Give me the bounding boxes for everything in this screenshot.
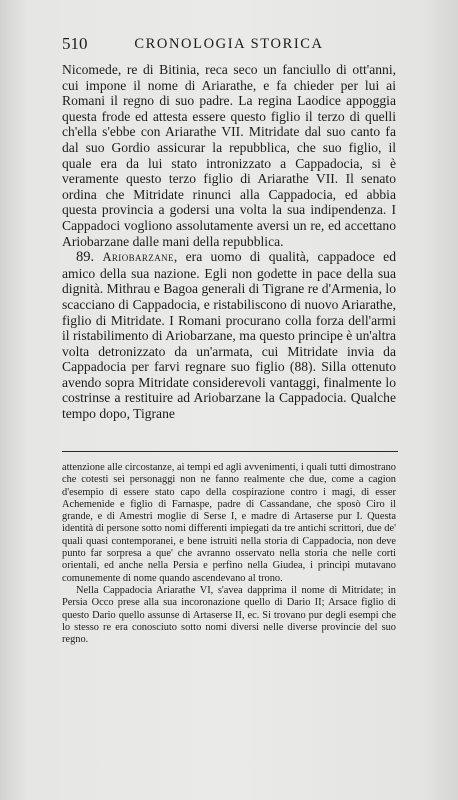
paragraph-number: 89. (76, 249, 95, 266)
person-name: Ariobarzane (102, 250, 174, 265)
page-header (62, 34, 396, 56)
running-title: CRONOLOGIA STORICA (134, 36, 324, 52)
page-number: 510 (62, 34, 88, 53)
footnotes (62, 462, 396, 646)
footnote-paragraph-1: attenzione alle circostanze, ai tempi ed agli avvenimenti, i quali tutti dimostrano che cotesti sei personaggi non ne fanno realmente che due, come a cagion d'esempio di essere stato capo della cospirazione contro i magi, di esser Achemenide e figlio di Farnaspe, padre di Cassandane, che sposò Ciro il grande, e di Amestri moglie di Serse I, e madre di Artaserse pur I. Questa identità di persone sotto nomi differenti impiegati da tre antichi scrittori, due de' quali quasi contemporanei, e bene istruiti nella storia di Cappadocia, non deve punto far sorpresa a que' che avranno osservato nella storia che nelle corti orientali, ed anche nella Persia e perfino nella Giudea, i principi mutavano comunemente di nome quando ascendevano al trono. (62, 462, 396, 584)
main-paragraph-2 (62, 249, 396, 422)
main-paragraph-2-text: , era uomo di qualità, cappadoce ed amico della sua nazione. Egli non godette in pace della sua dignità. Mithrau e Bagoa generali di Tigrane re d'Armenia, lo scacciano di Cappadocia, e ristabiliscono di nuovo Ariarathe, figlio di Mitridate. I Romani procurano colla forza dell'armi il ristabilimento di Ariobarzane, ma questo principe è un'altra volta detronizzato da un'armata, cui Mitridate invia da Cappadocia per farvi regnare suo figlio (88). Silla ottenuto avendo sopra Mitridate considerevoli vantaggi, finalmente lo costrinse a restituire ad Ariobarzane la Cappadocia. Qualche tempo dopo, Tigrane (62, 249, 397, 422)
footnote-paragraph-2: Nella Cappadocia Ariarathe VI, s'avea dapprima il nome di Mitridate; in Persia Occo prese alla sua incoronazione quello di Dario II; Arsace figlio di questo Dario quello assunse di Artaserse II, ec. Si trovano pur degli esempi che lo stesso re era conosciuto sotto nomi diversi nelle diverse provincie del suo regno. (62, 584, 396, 646)
main-text (62, 62, 396, 422)
footnote-divider (62, 451, 398, 452)
main-paragraph-1: Nicomede, re di Bitinia, reca seco un fanciullo di ott'anni, cui impone il nome di Ariarathe, e fa chieder per lui ai Romani il regno di suo padre. La regina Laodice appoggia questa frode ed attesta essere questo figlio il terzo di quelli ch'ella s'ebbe con Ariarathe VII. Mitridate dal suo canto fa dal suo Gordio assicurar la repubblica, che suo figlio, il quale era da lui stato intronizzato a Cappadocia, si è veramente questo terzo figlio di Ariarathe VII. Il senato ordina che Mitridate rinunci alla Cappadocia, ed abbia questa provincia a godersi una volta la sua indipendenza. I Cappadoci vogliono assolutamente aversi un re, ed accettano Ariobarzane dalle mani della repubblica. (62, 62, 396, 249)
